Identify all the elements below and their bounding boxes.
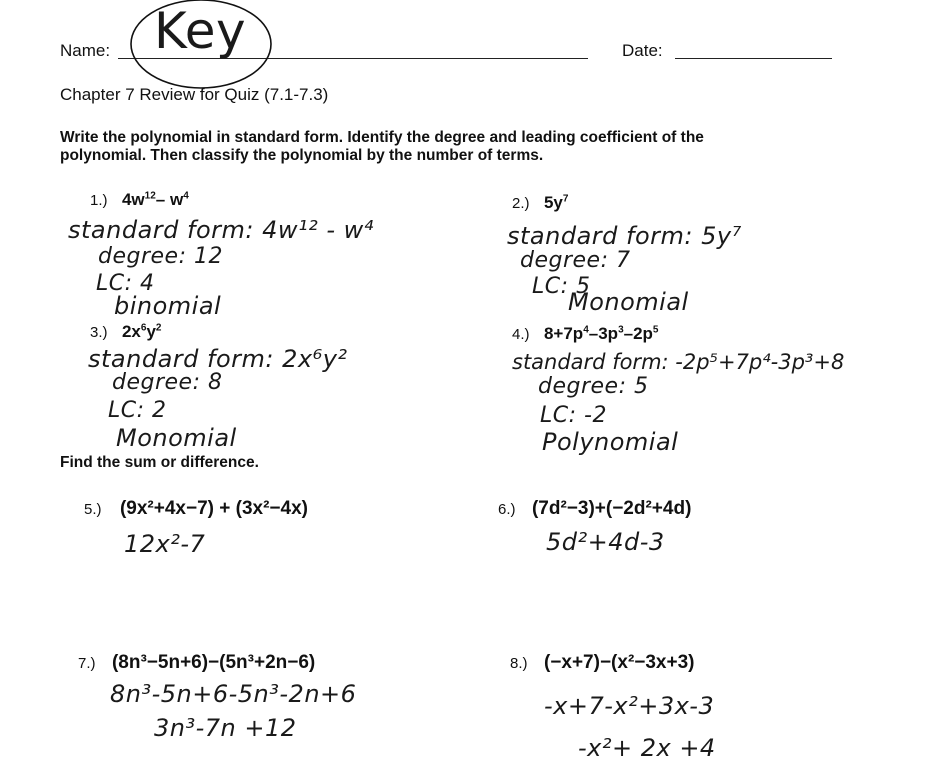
answer-standard-form: standard form: 2x⁶y²	[88, 345, 348, 373]
answer-step-1: -x+7-x²+3x-3	[544, 692, 715, 720]
problem-1	[90, 190, 189, 210]
problem-expression: (9x²+4x−7) + (3x²−4x)	[119, 498, 308, 519]
problem-5	[84, 498, 308, 520]
problem-7	[78, 652, 315, 674]
problem-number: 5.)	[84, 501, 102, 518]
problem-expression: (−x+7)−(x²−3x+3)	[543, 652, 695, 673]
answer-standard-form: standard form: -2p⁵+7p⁴-3p³+8	[512, 350, 845, 374]
instructions-line-2: polynomial. Then classify the polynomial by the number of terms.	[60, 147, 544, 164]
answer-standard-form: standard form: 4w¹² - w⁴	[68, 216, 374, 244]
answer-classification: binomial	[114, 292, 222, 320]
answer-degree: degree: 8	[112, 370, 223, 395]
problem-number: 3.)	[90, 324, 108, 341]
subtitle: Chapter 7 Review for Quiz (7.1-7.3)	[60, 85, 329, 104]
problem-expression: $2x^6y^2$	[121, 322, 162, 341]
name-label: Name:	[60, 41, 111, 60]
problem-number: 6.)	[498, 501, 516, 518]
problem-2	[512, 193, 568, 213]
problem-3	[90, 322, 161, 342]
problem-number: 1.)	[90, 192, 108, 209]
date-line	[675, 58, 832, 59]
date-label: Date:	[622, 41, 663, 60]
answer-degree: degree: 5	[538, 374, 649, 399]
problem-6	[498, 498, 691, 520]
answer-lc: LC: 2	[108, 398, 167, 423]
instructions-line-1: Write the polynomial in standard form. Identify the degree and leading coefficient of the	[60, 129, 704, 146]
problem-number: 7.)	[78, 655, 96, 672]
problem-number: 8.)	[510, 655, 528, 672]
answer-degree: degree: 12	[98, 244, 223, 269]
problem-4	[512, 324, 658, 344]
answer-classification: Monomial	[116, 424, 237, 452]
answer-step-1: 8n³-5n+6-5n³-2n+6	[110, 680, 357, 708]
problem-number: 2.)	[512, 195, 530, 212]
answer-sum: 12x²-7	[124, 530, 206, 558]
answer-classification: Monomial	[568, 288, 689, 316]
problem-expression: $8+7p^4-3p^3-2p^5$	[543, 324, 659, 343]
answer-step-2: 3n³-7n +12	[154, 714, 297, 742]
answer-step-2: -x²+ 2x +4	[578, 734, 716, 762]
answer-classification: Polynomial	[542, 428, 679, 456]
problem-8	[510, 652, 694, 674]
section-heading: Find the sum or difference.	[60, 454, 259, 471]
problem-expression: (7d²−3)+(−2d²+4d)	[531, 498, 692, 519]
answer-lc: LC: 4	[96, 271, 155, 296]
problem-expression: $5y^7$	[543, 193, 569, 212]
problem-expression: $4w^{12}-$ $w^4$	[121, 190, 189, 209]
key-annotation	[126, 0, 276, 94]
answer-lc: LC: -2	[540, 403, 607, 428]
problem-number: 4.)	[512, 326, 530, 343]
answer-sum: 5d²+4d-3	[546, 528, 665, 556]
answer-standard-form: standard form: 5y⁷	[507, 222, 742, 250]
key-text: Key	[154, 2, 247, 60]
problem-expression: (8n³−5n+6)−(5n³+2n−6)	[111, 652, 316, 673]
answer-lc: LC: 5	[532, 274, 591, 299]
answer-degree: degree: 7	[520, 248, 631, 273]
